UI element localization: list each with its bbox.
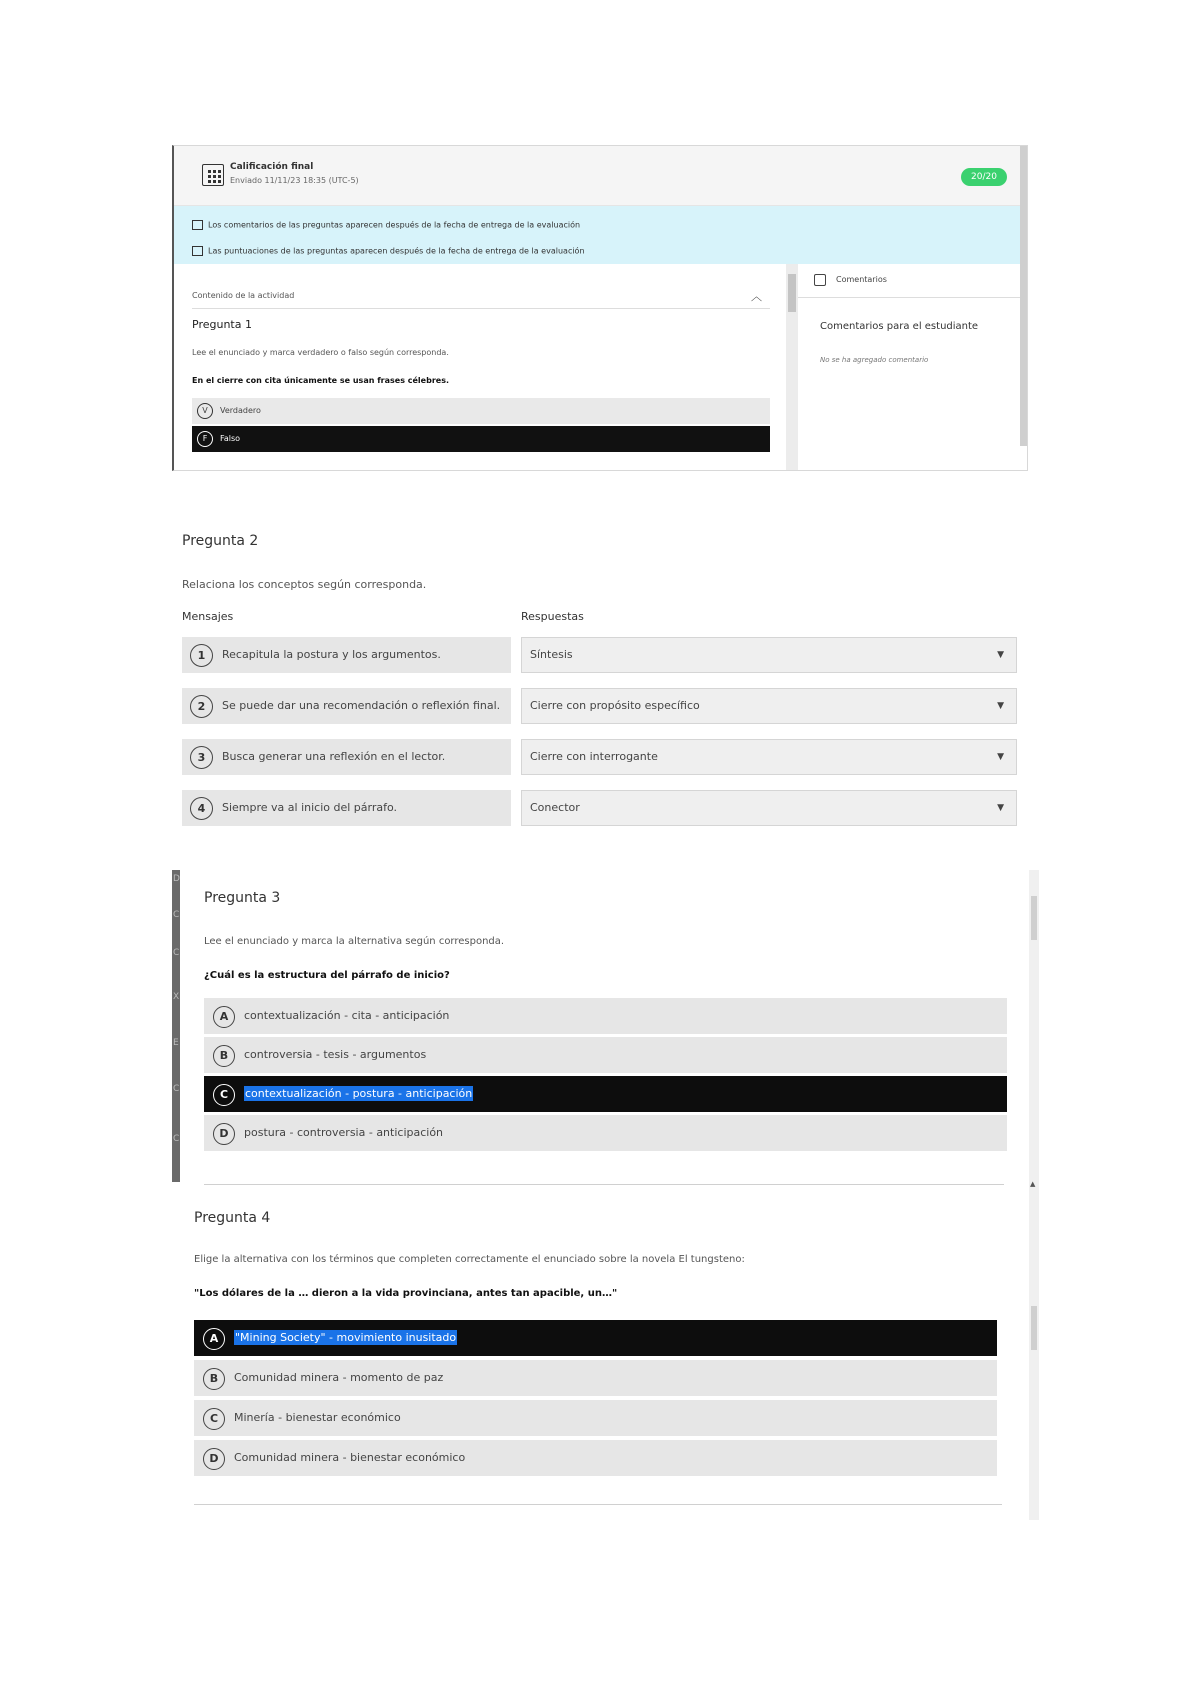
message-text: Recapitula la postura y los argumentos. [222, 648, 441, 661]
question-4-quote: "Los dólares de la … dieron a la vida provinciana, antes tan apacible, un…" [194, 1288, 618, 1299]
match-message [182, 739, 511, 775]
divider [194, 1504, 1002, 1505]
option-b[interactable] [204, 1037, 1007, 1073]
option-d[interactable] [204, 1115, 1007, 1151]
scrollbar[interactable] [1029, 870, 1039, 1520]
option-d[interactable] [194, 1440, 997, 1476]
question-3-instruction: Lee el enunciado y marca la alternativa según corresponda. [204, 936, 505, 947]
edge-letter: C [173, 1134, 180, 1144]
edge-letter: C [173, 1084, 180, 1094]
grade-header [174, 146, 1027, 206]
option-text: Minería - bienestar económico [234, 1411, 401, 1424]
option-a[interactable] [204, 998, 1007, 1034]
option-c[interactable] [204, 1076, 1007, 1112]
edge-letter: C [173, 948, 180, 958]
option-text: postura - controversia - anticipación [244, 1126, 444, 1139]
answer-select[interactable] [521, 790, 1017, 826]
match-message [182, 790, 511, 826]
comments-tab[interactable]: Comentarios [836, 275, 887, 284]
answer-select[interactable] [521, 688, 1017, 724]
match-message [182, 688, 511, 724]
question-2-title: Pregunta 2 [182, 533, 259, 549]
message-number: 4 [190, 797, 213, 820]
answer-value: Cierre con propósito específico [530, 699, 700, 712]
answer-select[interactable] [521, 637, 1017, 673]
caret-down-icon: ▼ [997, 752, 1004, 762]
option-letter: F [197, 431, 213, 447]
edge-letter: D [173, 874, 180, 884]
messages-column-header: Mensajes [182, 610, 234, 623]
option-text: Comunidad minera - momento de paz [234, 1371, 444, 1384]
screenshot-grade-panel [172, 145, 1028, 471]
question-1-title: Pregunta 1 [192, 318, 252, 331]
question-3-prompt: ¿Cuál es la estructura del párrafo de inicio? [204, 970, 450, 981]
answers-column-header: Respuestas [521, 610, 584, 623]
calculator-icon [202, 164, 224, 186]
activity-content-label: Contenido de la actividad [192, 291, 295, 300]
comments-tab-header [798, 264, 1028, 298]
match-message [182, 637, 511, 673]
info-banner [174, 206, 1027, 264]
option-letter: B [203, 1368, 225, 1390]
question-1-instruction: Lee el enunciado y marca verdadero o falso según corresponda. [192, 348, 449, 357]
screenshot-questions-3-4 [172, 870, 1040, 1520]
info-scores [192, 246, 585, 256]
option-text: contextualización - cita - anticipación [244, 1009, 450, 1022]
question-4-instruction: Elige la alternativa con los términos que completen correctamente el enunciado sobre la novela El tungsteno: [194, 1254, 745, 1265]
answer-value: Conector [530, 801, 580, 814]
option-text: "Mining Society" - movimiento inusitado [235, 1331, 457, 1344]
answer-value: Síntesis [530, 648, 573, 661]
option-falso[interactable] [192, 426, 770, 452]
option-letter: V [197, 403, 213, 419]
caret-down-icon: ▼ [997, 701, 1004, 711]
answer-select[interactable] [521, 739, 1017, 775]
caret-down-icon: ▼ [997, 803, 1004, 813]
edge-letter: C [173, 910, 180, 920]
option-text: Comunidad minera - bienestar económico [234, 1451, 466, 1464]
option-letter: A [213, 1006, 235, 1028]
divider [204, 1184, 1004, 1185]
option-letter: B [213, 1045, 235, 1067]
question-2-instruction: Relaciona los conceptos según corresponda. [182, 578, 427, 591]
scrollbar-thumb[interactable] [1031, 1306, 1037, 1350]
comment-icon [814, 274, 826, 286]
message-text: Se puede dar una recomendación o reflexión final. [222, 699, 501, 712]
scrollbar[interactable] [1020, 146, 1028, 446]
info-comments [192, 220, 580, 230]
option-letter: D [203, 1448, 225, 1470]
option-letter: C [203, 1408, 225, 1430]
edge-letter: E [173, 1038, 179, 1048]
comments-empty: No se ha agregado comentario [820, 356, 929, 364]
option-a[interactable] [194, 1320, 997, 1356]
option-text: contextualización - postura - anticipación [245, 1087, 473, 1100]
question-3-title: Pregunta 3 [204, 890, 281, 906]
submission-date: Enviado 11/11/23 18:35 (UTC-5) [230, 176, 359, 185]
option-text: controversia - tesis - argumentos [244, 1048, 427, 1061]
message-number: 2 [190, 695, 213, 718]
info-scores-text: Las puntuaciones de las preguntas aparecen después de la fecha de entrega de la evaluación [208, 246, 585, 256]
question-1-statement: En el cierre con cita únicamente se usan frases célebres. [192, 376, 449, 385]
option-letter: A [203, 1328, 225, 1350]
info-comments-text: Los comentarios de las preguntas aparecen después de la fecha de entrega de la evaluación [208, 220, 581, 230]
option-text: Verdadero [220, 406, 261, 415]
message-text: Siempre va al inicio del párrafo. [222, 801, 398, 814]
message-icon [192, 220, 203, 230]
chevron-up-icon[interactable]: ︿ [751, 290, 762, 303]
option-b[interactable] [194, 1360, 997, 1396]
message-number: 1 [190, 644, 213, 667]
grade-badge: 20/20 [961, 168, 1007, 186]
answer-value: Cierre con interrogante [530, 750, 658, 763]
scrollbar-thumb[interactable] [1031, 896, 1037, 940]
question-4-title: Pregunta 4 [194, 1210, 271, 1226]
divider [192, 308, 770, 309]
option-letter: C [213, 1084, 235, 1106]
scrollbar-thumb[interactable] [788, 274, 796, 312]
option-verdadero[interactable] [192, 398, 770, 424]
grade-header-title: Calificación final [230, 162, 314, 172]
message-number: 3 [190, 746, 213, 769]
caret-down-icon: ▼ [997, 650, 1004, 660]
comments-title: Comentarios para el estudiante [820, 321, 979, 332]
edge-letter: X [173, 992, 180, 1002]
document-icon [192, 246, 203, 256]
option-text: Falso [220, 434, 241, 443]
option-c[interactable] [194, 1400, 997, 1436]
option-letter: D [213, 1123, 235, 1145]
message-text: Busca generar una reflexión en el lector. [222, 750, 446, 763]
scroll-up-arrow-icon[interactable]: ▲ [1030, 1180, 1036, 1188]
